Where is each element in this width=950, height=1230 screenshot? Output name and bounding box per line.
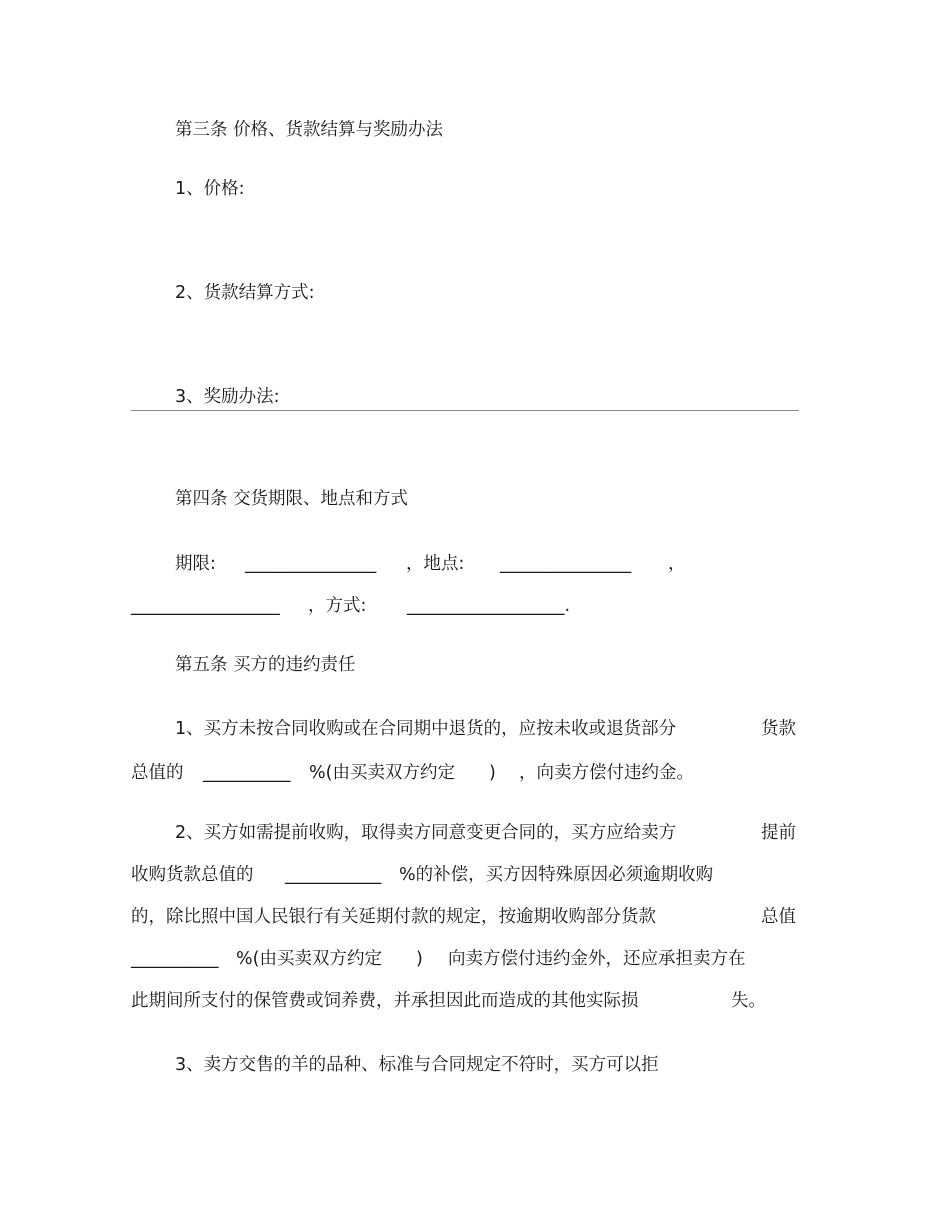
para2-line5: 此期间所支付的保管费或饲养费，并承担因此而造成的其他实际损 [131,991,639,1011]
para1-line2-start: 总值的 [131,763,184,783]
article-3-item-payment: 2、货款结算方式: [175,283,315,303]
location-blank-continued: _________________ [131,596,280,616]
para1-close-paren: ) [489,763,496,783]
article-4-heading: 第四条 交货期限、地点和方式 [175,489,409,509]
article-3-item-reward: 3、奖励办法: [175,387,280,407]
method-label: ，方式: [308,596,367,616]
para2-line4-end: 向卖方偿付违约金外，还应承担卖方在 [448,949,746,969]
method-blank: __________________. [407,596,571,616]
para2-line2-start: 收购货款总值的 [131,865,254,885]
comma: ， [668,554,686,574]
para2-blank: ___________ [285,865,382,885]
period-label: 期限: [175,554,216,574]
article-3-heading: 第三条 价格、货款结算与奖励办法 [175,120,444,140]
para2-line5-end: 失。 [731,991,766,1011]
period-blank: _______________ [245,554,377,574]
para2-blank-2: __________ [131,949,219,969]
para2-line1-end: 提前 [761,823,796,843]
para1-blank: __________ [203,763,291,783]
para2-line3-end: 总值 [761,907,796,927]
article-5-heading: 第五条 买方的违约责任 [175,655,356,675]
para2-line3: 的，除比照中国人民银行有关延期付款的规定，按逾期收购部分货款 [131,907,656,927]
para2-line2-end: %的补偿，买方因特殊原因必须逾期收购 [399,865,714,885]
article-3-item-price: 1、价格: [175,179,245,199]
para1-line1: 1、买方未按合同收购或在合同期中退货的，应按未收或退货部分 [175,719,677,739]
para2-agreement: %(由买卖双方约定 [236,949,382,969]
para2-line1: 2、买方如需提前收购，取得卖方同意变更合同的，买方应给卖方 [175,823,677,843]
para1-line2-end: ，向卖方偿付违约金。 [519,763,694,783]
para3-line1: 3、卖方交售的羊的品种、标准与合同规定不符时，买方可以拒 [175,1055,659,1075]
location-blank: _______________ [500,554,632,574]
para2-close-paren: ) [416,949,423,969]
para1-line1-end: 货款 [761,719,796,739]
location-label: ，地点: [406,554,465,574]
para1-agreement: %(由买卖双方约定 [309,763,455,783]
horizontal-rule [131,410,799,411]
